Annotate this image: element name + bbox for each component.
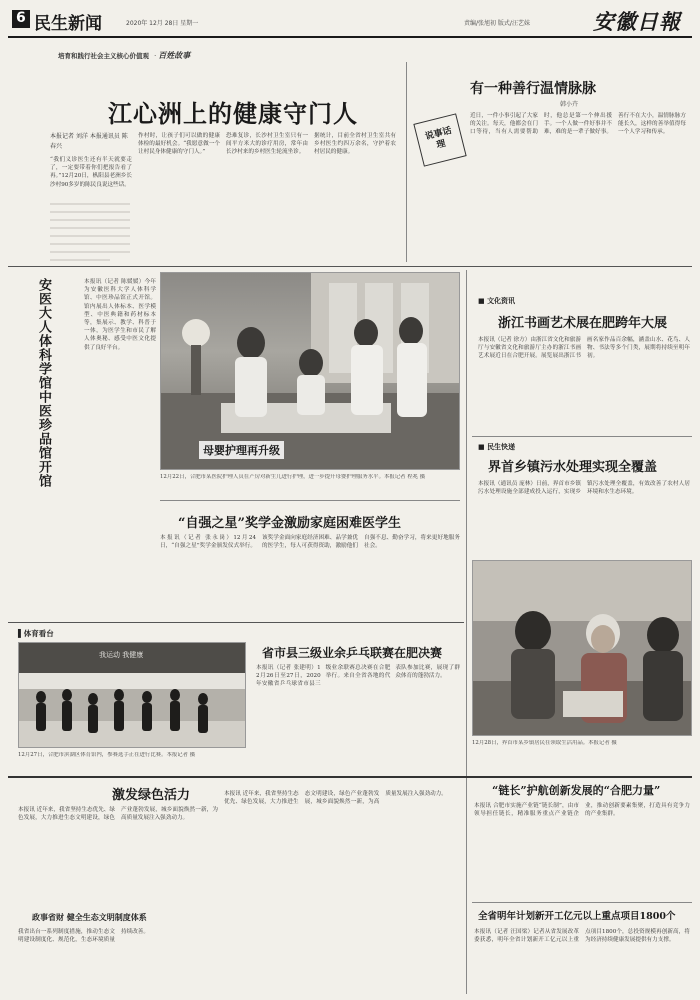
side-byline: 韩小卉 — [560, 101, 579, 108]
nursing-photo-credit: 12月22日，合肥市某医院护理人员在产房对新生儿进行护理，进一步提升母婴护理服务水平。本报记者 程兆 摄 — [160, 474, 426, 480]
lead-col-2: 作村时，让孩子们可以做的健康体检的最好机会。“我愿意做一个让村民身体健康的守门人。” — [138, 133, 220, 156]
green-text: 本报讯 近年来，我省坚持生态优先、绿色发展，大力推进生态文明建设，绿色产业蓬勃发展，城乡面貌焕然一新，为高质量发展注入强劲动力。 — [18, 807, 218, 822]
nursing-photo — [160, 272, 460, 470]
lead-col-1: “我们义诊医生还有半天就要走了，一定要带着你们把报告看了再。”12月20日，枞阳县老洲乡长沙村90多岁的陈民良说这些话。 — [50, 157, 132, 188]
column-tag-dot: · — [154, 52, 159, 60]
sports-top-rule — [8, 622, 464, 623]
green-sub-headline: 政事省财 健全生态文明制度体系 — [32, 912, 147, 922]
column-tag — [58, 43, 358, 60]
lead-text-lines — [50, 200, 400, 264]
sports-tag-label: 体育看台 — [23, 629, 54, 638]
sewage-text: 本报讯（通讯员 庞林）日前，界首市乡镇污水处理设施全部建成投入运行，实现乡镇污水处理全覆盖，有效改善了农村人居环境和水生态环境。 — [478, 481, 690, 496]
project-rule — [472, 902, 692, 903]
sewage-photo-caption: 12月28日，界首市某乡镇居民在领取生活用品。本报记者 摄 — [472, 740, 617, 746]
column-tag-prefix: 培育和践行社会主义核心价值观 — [58, 52, 149, 60]
livelihood-rule — [472, 436, 692, 437]
sewage-headline: 界首乡镇污水处理实现全覆盖 — [488, 460, 658, 475]
museum-text: 本报讯（记者 陈媛媛）今年为安徽医科大学人体科学馆、中医珍品馆正式开馆。馆内展出人体标本、医学模型、中医典籍和药材标本等，集展示、教学、科普于一体，为医学生和市民了解人体奥秘、感受中医文化提供了良好平台。 — [84, 279, 156, 351]
art-headline: 浙江书画艺术展在肥跨年大展 — [498, 316, 668, 331]
museum-title: 安医大人体科学馆中医珍品馆开馆 — [36, 278, 51, 488]
award-top-rule — [160, 500, 460, 501]
art-tag-label: 文化资讯 — [487, 297, 516, 305]
project-text: 本报讯（记者 汪国梁）记者从省发展改革委获悉，明年全省计划新开工亿元以上重点项目1800个，总投资规模再创新高，将为经济持续健康发展提供有力支撑。 — [474, 929, 690, 944]
green-text-cont: 本报讯 近年来，我省坚持生态优先、绿色发展，大力推进生态文明建设，绿色产业蓬勃发展，城乡面貌焕然一新，为高质量发展注入强劲动力。 — [224, 791, 447, 806]
project-headline: 全省明年计划新开工亿元以上重点项目1800个 — [478, 911, 676, 922]
sports-headline: 省市县三级业余乒乓联赛在肥决赛 — [262, 646, 443, 660]
livelihood-tag: ■ 民生快递 — [478, 443, 516, 451]
sewage-photo — [472, 560, 692, 736]
green-sub-text: 我省出台一系列制度措施，推动生态文明建设制度化、规范化，生态环境质量持续改善。 — [18, 929, 149, 944]
lead-col-4: 据统计，目前全省村卫生室共有乡村医生约四万余名，守护着农村居民的健康。 — [314, 133, 396, 156]
newspaper-logo: 安徽日報 — [593, 9, 681, 34]
lead-headline: 江心洲上的健康守门人 — [108, 99, 358, 128]
side-divider — [406, 62, 407, 262]
green-headline: 激发绿色活力 — [112, 788, 191, 803]
side-headline: 有一种善行温情脉脉 — [470, 81, 596, 97]
sports-text: 本报讯（记者 张建明）12月26日至27日，2020年安徽省乒乓球省市县三级业余联赛总决赛在合肥举行。来自全省各地的代表队参加比赛，展现了群众体育的蓬勃活力。 — [256, 665, 460, 688]
section-name: 民生新闻 — [34, 14, 102, 34]
award-headline: “自强之星”奖学金激励家庭困难医学生 — [178, 516, 401, 531]
masthead-rule — [8, 36, 692, 38]
side-stamp-text: 说事话理 — [424, 126, 453, 151]
side-text: 近日，一件小事引起了大家的关注。每天，他都会在门口等待，当有人需要帮助时，他总是第一个伸出援手。一个人做一件好事并不难，难的是一辈子做好事。善行不在大小，温情脉脉方能长久，这样的善举值得每一个人学习和传承。 — [470, 113, 686, 136]
lead-byline: 本报记者 刘洋 本报通讯员 陈春兴 — [50, 133, 128, 150]
chain-text: 本报讯 合肥市实施产业链“链长制”，由市领导担任链长，精准服务重点产业链企业，推动创新要素集聚，打造具有竞争力的产业集群。 — [474, 803, 690, 818]
masthead — [8, 6, 692, 36]
editor-credit: 责编/张旭初 版式/汪艺妹 — [464, 20, 530, 27]
sports-photo-sign: 我运动 我健康 — [99, 651, 144, 659]
page-number: 6 — [16, 10, 26, 26]
bottom-col-divider — [466, 780, 467, 994]
art-tag: ■ 文化资讯 — [478, 297, 516, 305]
sports-photo — [18, 642, 246, 748]
award-text: 本报讯（记者 张永岗）12月24日，“自强之星”奖学金颁发仪式举行。该奖学金面向家庭经济困难、品学兼优的医学生，每人可获得资助，激励他们自强不息、勤奋学习，将来更好地服务社会。 — [160, 535, 460, 550]
sports-tag: ▌体育看台 — [18, 629, 54, 638]
issue-date: 2020年 12月 28日 星期一 — [126, 20, 199, 27]
sewage-photo-scene — [473, 561, 692, 736]
livelihood-tag-label: 民生快递 — [487, 443, 516, 451]
sports-photo-caption: 12月27日，合肥市滨湖区体育馆内，参赛选手正在进行比赛。本报记者 摄 — [18, 752, 196, 758]
column-tag-name: 百姓故事 — [158, 50, 191, 60]
bottom-rule — [8, 776, 692, 778]
lead-col-3: 恐难复诊，长沙村卫生室只有一间平方米大的诊疗用房，常年由长沙村来的乡村医生轮流坐诊。 — [226, 133, 308, 156]
side-stamp — [413, 113, 466, 166]
art-text: 本报讯（记者 徐方）由浙江省文化和旅游厅与安徽省文化和旅游厅主办的浙江书画艺术展近日在合肥开展。展览展出浙江书画名家作品百余幅，涵盖山水、花鸟、人物、书法等多个门类，展期将持续至明年初。 — [478, 337, 690, 360]
chain-headline: “链长”护航创新发展的“合肥力量” — [492, 784, 661, 797]
lead-bottom-rule — [8, 266, 692, 267]
nursing-photo-caption-overlay: 母婴护理再升级 — [199, 441, 284, 459]
